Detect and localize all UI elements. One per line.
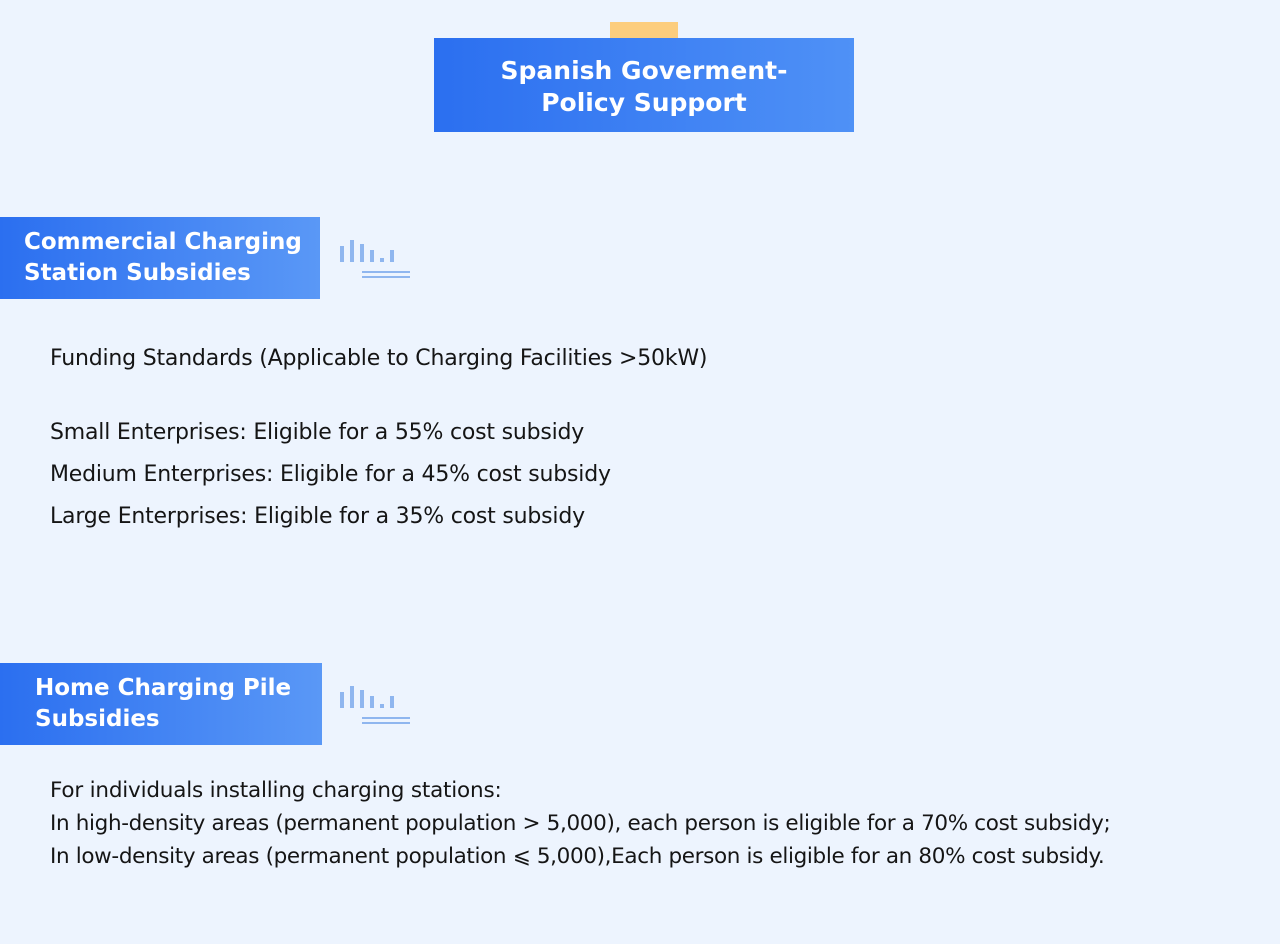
section-header-label: [24, 227, 302, 289]
bar-chart-decoration-icon: [338, 238, 410, 278]
large-enterprises-text: Large Enterprises: Eligible for a 35% cost subsidy: [50, 504, 585, 529]
section-header-line-2: Subsidies: [35, 706, 160, 732]
page-title-block: [434, 22, 854, 132]
page-title-line-1: Spanish Goverment-: [500, 56, 788, 85]
funding-standards-text: Funding Standards (Applicable to Charging Facilities >50kW): [50, 346, 708, 371]
individuals-intro-text: For individuals installing charging stations:: [50, 778, 502, 803]
bar-chart-decoration-icon: [338, 684, 410, 724]
small-enterprises-text: Small Enterprises: Eligible for a 55% cost subsidy: [50, 420, 585, 445]
section-header-line-1: Commercial Charging: [24, 229, 302, 255]
section-header-line-2: Station Subsidies: [24, 260, 251, 286]
medium-enterprises-text: Medium Enterprises: Eligible for a 45% cost subsidy: [50, 462, 611, 487]
section-header-line-1: Home Charging Pile: [35, 675, 292, 701]
section-header-home: [0, 663, 322, 745]
page-title: [494, 55, 794, 119]
section-header-commercial: [0, 217, 320, 299]
page-title-line-2: Policy Support: [541, 88, 747, 117]
section-header-label: [35, 673, 291, 735]
low-density-text: In low-density areas (permanent population ⩽ 5,000),Each person is eligible for an 80% cost subsidy.: [50, 844, 1105, 869]
page-title-banner: [434, 38, 854, 132]
high-density-text: In high-density areas (permanent population > 5,000), each person is eligible for a 70% cost subsidy;: [50, 811, 1111, 836]
